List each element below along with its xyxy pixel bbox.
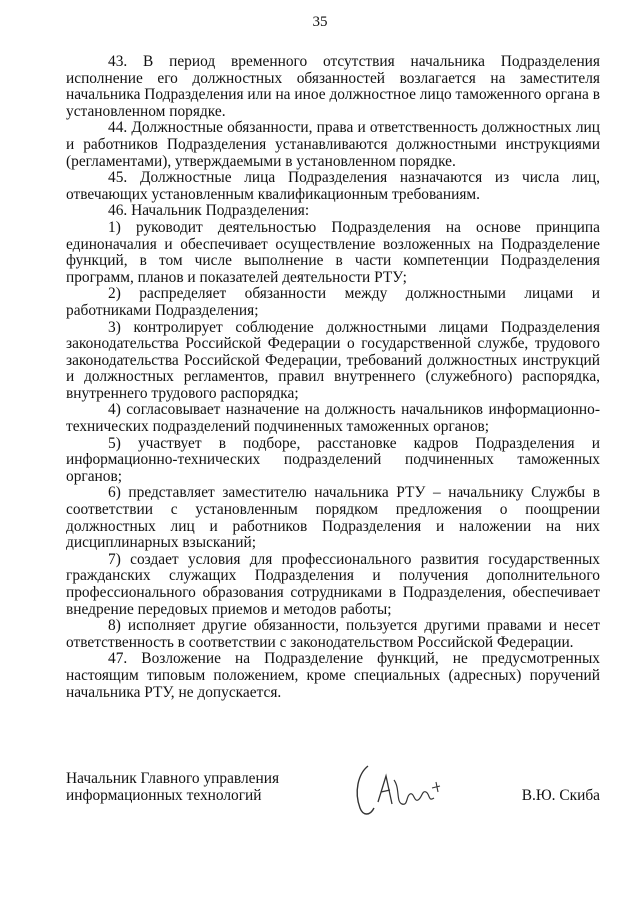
- signatory-title-line-2: информационных технологий: [66, 787, 262, 804]
- document-body: [66, 54, 600, 701]
- list-item-7: 7) создает условия для профессионального развития государственных гражданских служащих Подразделения и получения дополнительного профессионального образования сотрудниками в Подразделения, обеспечивает внедрение передовых приемов и методов работы;: [66, 550, 600, 618]
- list-item-8: 8) исполняет другие обязанности, пользуется другими правами и несет ответственность в соответствии с законодательством Российской Федерации.: [66, 617, 600, 651]
- list-item-3: 3) контролирует соблюдение должностными лицами Подразделения законодательства Российской Федерации о государственной службе, трудового законодательства Российской Федерации, требований должностных инструкций и должностных регламентов, правил внутреннего (служебного) распорядка, внутреннего трудового распорядка;: [66, 318, 600, 402]
- signatory-name: В.Ю. Скиба: [521, 787, 600, 804]
- paragraph-46: 46. Начальник Подразделения:: [108, 202, 310, 220]
- handwritten-signature-icon: [348, 758, 458, 822]
- paragraph-47: 47. Возложение на Подразделение функций, не предусмотренных настоящим типовым положением, кроме специальных (адресных) поручений начальника РТУ, не допускается.: [66, 650, 600, 701]
- paragraph-44: 44. Должностные обязанности, права и ответственность должностных лиц и работников Подразделения устанавливаются должностными инструкциями (регламентами), утверждаемыми в установленном порядке.: [66, 119, 600, 170]
- list-item-4: 4) согласовывает назначение на должность начальников информационно-технических подразделений подчиненных таможенных органов;: [66, 401, 600, 436]
- list-item-5: 5) участвует в подборе, расстановке кадров Подразделения и информационно-технических подразделений подчиненных таможенных органов;: [66, 434, 600, 485]
- signatory-title: [66, 770, 279, 804]
- signatory-title-line-1: Начальник Главного управления: [66, 770, 280, 787]
- page-number: 35: [312, 14, 328, 30]
- list-item-1: 1) руководит деятельностью Подразделения на основе принципа единоначалия и обеспечивает осуществление возложенных на Подразделение функций, в том числе выполнение в части компетенции Подразделения программ, планов и показателей деятельности РТУ;: [66, 218, 600, 286]
- paragraph-43: 43. В период временного отсутствия начальника Подразделения исполнение его должностных обязанностей возлагается на заместителя начальника Подразделения или на иное должностное лицо таможенного органа в установленном порядке.: [66, 53, 600, 120]
- list-item-6: 6) представляет заместителю начальника РТУ – начальнику Службы в соответствии с установленным порядком предложения о поощрении должностных лиц и работников Подразделения и наложении на них дисциплинарных взысканий;: [66, 484, 600, 552]
- paragraph-45: 45. Должностные лица Подразделения назначаются из числа лиц, отвечающих установленным квалификационным требованиям.: [66, 169, 600, 203]
- list-item-2: 2) распределяет обязанности между должностными лицами и работниками Подразделения;: [66, 285, 600, 319]
- signature-block: [66, 770, 600, 830]
